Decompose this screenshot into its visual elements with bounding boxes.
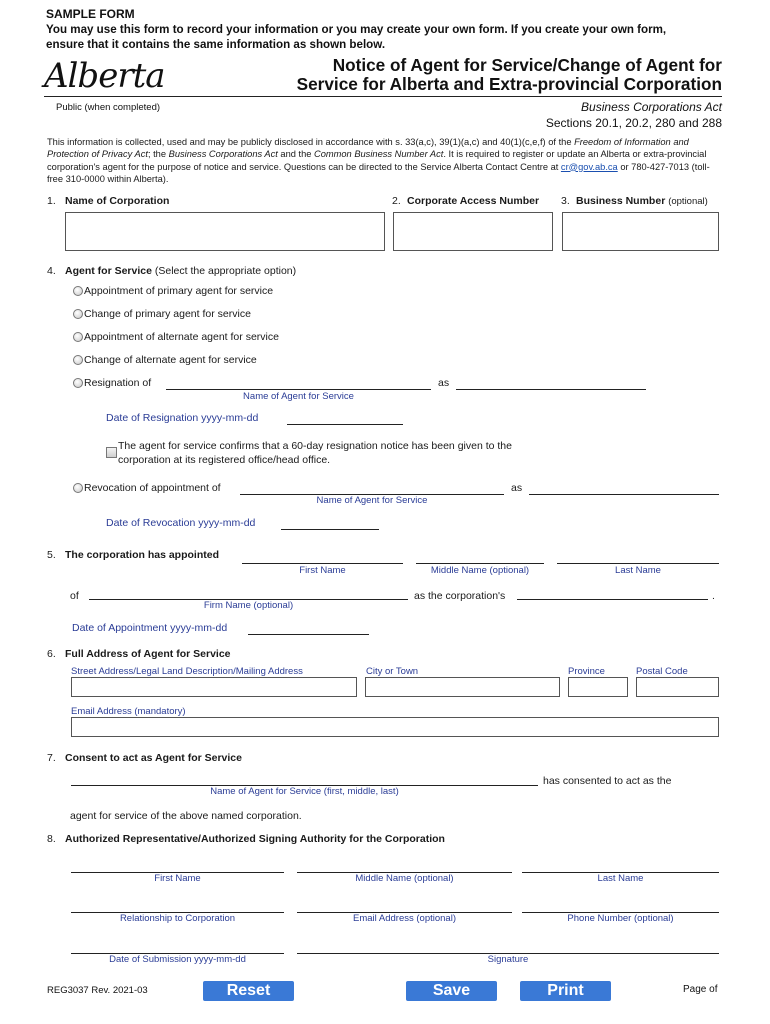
consented-text: has consented to act as the [543,775,672,787]
radio-appointment-alternate[interactable] [73,332,83,342]
consent-tail-text: agent for service of the above named corporation. [70,810,302,822]
revocation-as-input[interactable] [529,494,719,495]
alberta-logo [44,56,174,96]
revocation-as-label: as [511,482,523,494]
appointee-first-name-hint: First Name [299,565,346,576]
reset-button[interactable]: Reset [203,981,294,1001]
section4-label: Agent for Service (Select the appropriate option) [65,265,297,277]
print-button[interactable]: Print [520,981,611,1001]
date-of-resignation-input[interactable] [287,424,403,425]
option-change-primary-label: Change of primary agent for service [84,308,251,320]
date-of-revocation-label: Date of Revocation yyyy-mm-dd [106,517,256,529]
firm-name-hint: Firm Name (optional) [203,600,294,611]
city-label: City or Town [366,666,419,677]
resignation-agent-name-input[interactable] [166,389,431,390]
section3-number: 3. [561,195,570,207]
section7-number: 7. [47,752,56,764]
email-mandatory-label: Email Address (mandatory) [71,706,186,717]
form-id: REG3037 Rev. 2021-03 [47,985,148,996]
agent-role-input[interactable] [517,599,708,600]
section5-number: 5. [47,549,56,561]
corporate-access-number-field[interactable] [393,212,553,251]
form-title-line1: Notice of Agent for Service/Change of Agent for [332,55,722,75]
rep-last-name-hint: Last Name [597,873,644,884]
section2-label: Corporate Access Number [407,195,540,207]
option-change-alternate-label: Change of alternate agent for service [84,354,257,366]
resignation-notice-checkbox[interactable] [106,447,117,458]
resignation-as-input[interactable] [456,389,646,390]
radio-revocation[interactable] [73,483,83,493]
revocation-agent-name-hint: Name of Agent for Service [316,495,428,506]
relationship-hint: Relationship to Corporation [119,913,236,924]
street-address-label: Street Address/Legal Land Description/Mailing Address [71,666,303,677]
section3-label: Business Number (optional) [576,195,708,207]
option-appointment-primary-label: Appointment of primary agent for service [84,285,274,297]
alberta-logo-text: Alberta [44,56,165,96]
resignation-as-label: as [438,377,450,389]
resignation-notice-text: The agent for service confirms that a 60-day resignation notice has been given to the corporation at its registered office/head office. [118,440,512,466]
radio-appointment-primary[interactable] [73,286,83,296]
period: . [712,590,715,602]
section1-label: Name of Corporation [65,195,170,207]
appointee-first-name-input[interactable] [242,563,403,564]
header-divider [44,96,722,97]
appointee-last-name-input[interactable] [557,563,719,564]
save-button[interactable]: Save [406,981,497,1001]
date-of-appointment-label: Date of Appointment yyyy-mm-dd [72,622,228,634]
page-of: Page of [683,984,718,995]
as-corporation-label: as the corporation's [414,590,506,602]
rep-first-name-hint: First Name [154,873,201,884]
consent-agent-name-hint: Name of Agent for Service (first, middle, last) [210,786,399,797]
option-resignation-label: Resignation of [84,377,152,389]
radio-resignation[interactable] [73,378,83,388]
appointee-last-name-hint: Last Name [615,565,661,576]
section6-label: Full Address of Agent for Service [65,648,231,660]
radio-change-primary[interactable] [73,309,83,319]
date-of-submission-hint: Date of Submission yyyy-mm-dd [109,954,246,965]
corporation-name-field[interactable] [65,212,385,251]
rep-email-hint: Email Address (optional) [353,913,456,924]
business-number-field[interactable] [562,212,719,251]
rep-phone-hint: Phone Number (optional) [567,913,674,924]
city-field[interactable] [365,677,560,697]
section2-number: 2. [392,195,401,207]
province-field[interactable] [568,677,628,697]
street-address-field[interactable] [71,677,357,697]
date-of-revocation-input[interactable] [281,529,379,530]
section8-label: Authorized Representative/Authorized Signing Authority for the Corporation [65,833,445,845]
postal-code-field[interactable] [636,677,719,697]
postal-code-label: Postal Code [636,666,688,677]
public-note: Public (when completed) [56,102,161,113]
section8-number: 8. [47,833,56,845]
option-revocation-label: Revocation of appointment of [84,482,221,494]
section4-number: 4. [47,265,56,277]
act-name: Business Corporations Act [581,100,722,114]
radio-change-alternate[interactable] [73,355,83,365]
resignation-agent-name-hint: Name of Agent for Service [243,391,354,402]
section7-label: Consent to act as Agent for Service [65,752,242,764]
option-appointment-alternate-label: Appointment of alternate agent for service [84,331,279,343]
sample-form-instructions-line1: You may use this form to record your information or you may create your own form. If you create your own form, [46,23,667,36]
date-of-appointment-input[interactable] [248,634,369,635]
firm-of-label: of [70,590,79,602]
appointee-middle-name-input[interactable] [416,563,544,564]
signature-hint: Signature [487,954,529,965]
sample-form-instructions-line2: ensure that it contains the same information as shown below. [46,38,386,51]
section6-number: 6. [47,648,56,660]
section1-number: 1. [47,195,56,207]
agent-email-field[interactable] [71,717,719,737]
section5-label: The corporation has appointed [65,549,220,561]
appointee-middle-name-hint: Middle Name (optional) [430,565,530,576]
date-of-resignation-label: Date of Resignation yyyy-mm-dd [106,412,259,424]
act-sections: Sections 20.1, 20.2, 280 and 288 [545,116,722,130]
province-label: Province [568,666,605,677]
privacy-statement: This information is collected, used and may be publicly disclosed in accordance with s. 33(a,c), 39(1)(a,c) and 40(1)(c,e,f) of the Freedom of Information and Protection of Privacy Act; the Business Corporations Act and the Common Business Number Act. It is required to register or update an Alberta or extra-provincial corporation's agent for the purpose of notice and service. Questions can be directed to the Service Alberta Contact Centre at cr@gov.ab.ca or 780-427-7013 (toll-free 310-0000 within Alberta). [47,137,710,184]
form-title-line2: Service for Alberta and Extra-provincial Corporation [296,74,722,94]
contact-email-link[interactable]: cr@gov.ab.ca [560,161,618,172]
rep-middle-name-hint: Middle Name (optional) [355,873,454,884]
sample-form-title: SAMPLE FORM [46,7,135,21]
